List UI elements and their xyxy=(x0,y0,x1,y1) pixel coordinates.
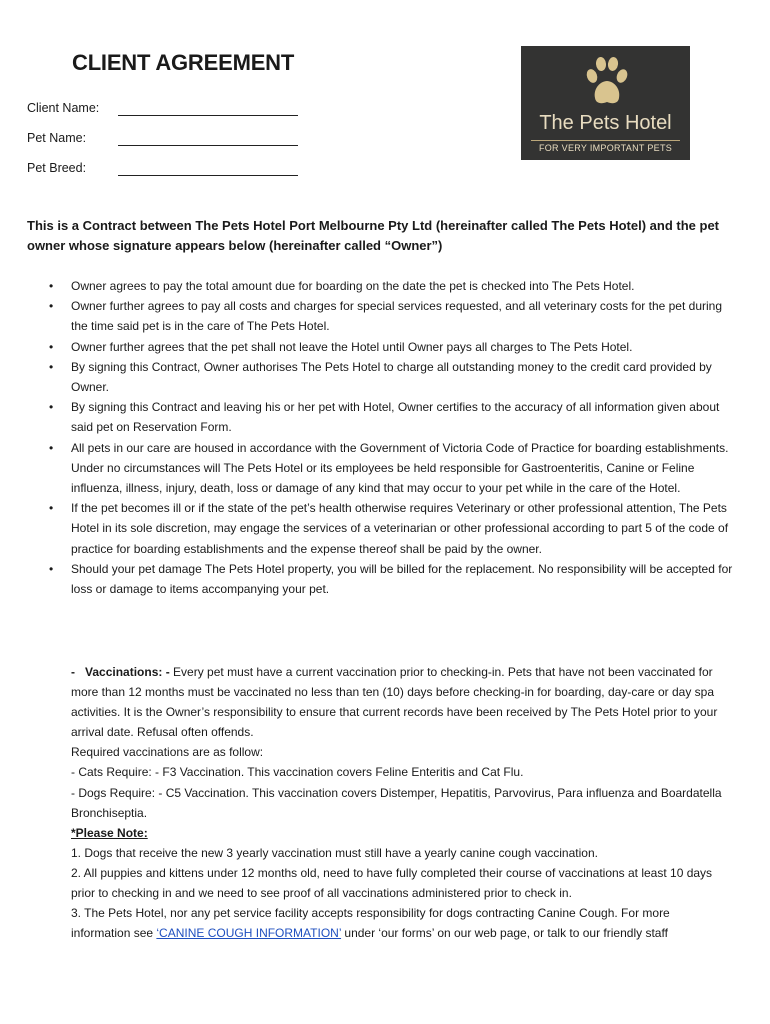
terms-list xyxy=(0,276,740,599)
note3-text-before: 3. The Pets Hotel, nor any pet service facility accepts responsibility for dogs contracting Canine Cough. For more information see xyxy=(71,906,670,941)
list-item: • Should your pet damage The Pets Hotel property, you will be billed for the replacement. No responsibility will be accepted for loss or damage to items accompanying your pet. xyxy=(0,559,740,599)
list-item: • If the pet becomes ill or if the state of the pet’s health otherwise requires Veterinary or other professional attention, The Pets Hotel in its sole discretion, may engage the services of a veterinarian or other professional according to part 5 of the code of practice for boarding establishments and the expense thereof shall be paid by the owner. xyxy=(0,498,740,559)
vaccinations-paragraph xyxy=(71,662,731,742)
pet-name-input-line[interactable] xyxy=(118,145,298,146)
pet-breed-field xyxy=(27,161,117,175)
list-item: • By signing this Contract and leaving his or her pet with Hotel, Owner certifies to the accuracy of all information given about said pet on Reservation Form. xyxy=(0,397,740,437)
logo-tagline: FOR VERY IMPORTANT PETS xyxy=(531,140,680,153)
pet-breed-label: Pet Breed: xyxy=(27,161,87,175)
pet-name-field xyxy=(27,131,117,145)
list-item: • All pets in our care are housed in accordance with the Government of Victoria Code of Practice for boarding establishments. Under no circumstances will The Pets Hotel or its employees be held responsible for Gastroenteritis, Canine or Feline influenza, illness, injury, death, loss or damage of any kind that may occur to your pet while in the care of the Hotel. xyxy=(0,438,740,499)
pet-name-label: Pet Name: xyxy=(27,131,87,145)
list-item: • Owner agrees to pay the total amount due for boarding on the date the pet is checked into The Pets Hotel. xyxy=(0,276,740,296)
pets-hotel-logo xyxy=(521,46,690,160)
page-title: CLIENT AGREEMENT xyxy=(72,50,295,75)
cats-requirement: - Cats Require: - F3 Vaccination. This vaccination covers Feline Enteritis and Cat Flu. xyxy=(71,765,524,780)
vaccinations-text: Every pet must have a current vaccination prior to checking-in. Pets that have not been vaccinated for more than 12 months must be vaccinated no less than ten (10) days before checking-in for boarding, day-care or day spa activities. It is the Owner’s responsibility to ensure that current records have been received by The Pets Hotel prior to your arrival date. Refusal often offends. xyxy=(71,665,718,740)
vaccinations-heading: Vaccinations: - xyxy=(85,665,170,679)
dogs-requirement: - Dogs Require: - C5 Vaccination. This vaccination covers Distemper, Hepatitis, Parvovirus, Para influenza and Boardatella Bronchiseptia. xyxy=(71,785,722,820)
client-name-input-line[interactable] xyxy=(118,115,298,116)
note3-text-after: under ‘our forms’ on our web page, or talk to our friendly staff xyxy=(341,926,668,941)
please-note-heading: *Please Note: xyxy=(71,825,148,840)
note-item: 1. Dogs that receive the new 3 yearly vaccination must still have a yearly canine cough vaccination. xyxy=(71,845,598,860)
note-item: 2. All puppies and kittens under 12 months old, need to have fully completed their course of vaccinations at least 10 days prior to checking in and we need to see proof of all vaccinations administered prior to check in. xyxy=(71,865,713,901)
vaccinations-prefix: - xyxy=(71,665,75,679)
pet-breed-input-line[interactable] xyxy=(118,175,298,176)
list-item: • Owner further agrees that the pet shall not leave the Hotel until Owner pays all charges to The Pets Hotel. xyxy=(0,337,740,357)
logo-brand-name: The Pets Hotel xyxy=(539,112,672,134)
required-vaccinations-intro: Required vaccinations are as follow: xyxy=(71,745,264,760)
client-name-label: Client Name: xyxy=(27,101,100,115)
vaccinations-section xyxy=(71,662,731,943)
canine-cough-info-link[interactable]: ‘CANINE COUGH INFORMATION’ xyxy=(156,926,342,941)
contract-intro: This is a Contract between The Pets Hotel Port Melbourne Pty Ltd (hereinafter called The Pets Hotel) and the pet owner whose signature appears below (hereinafter called “Owner”) xyxy=(27,218,720,253)
client-name-field xyxy=(27,101,117,115)
list-item: • Owner further agrees to pay all costs and charges for special services requested, and all veterinary costs for the pet during the time said pet is in the care of The Pets Hotel. xyxy=(0,296,740,336)
list-item: • By signing this Contract, Owner authorises The Pets Hotel to charge all outstanding money to the credit card provided by Owner. xyxy=(0,357,740,397)
paw-print-icon xyxy=(583,54,629,110)
note-item xyxy=(71,903,731,943)
